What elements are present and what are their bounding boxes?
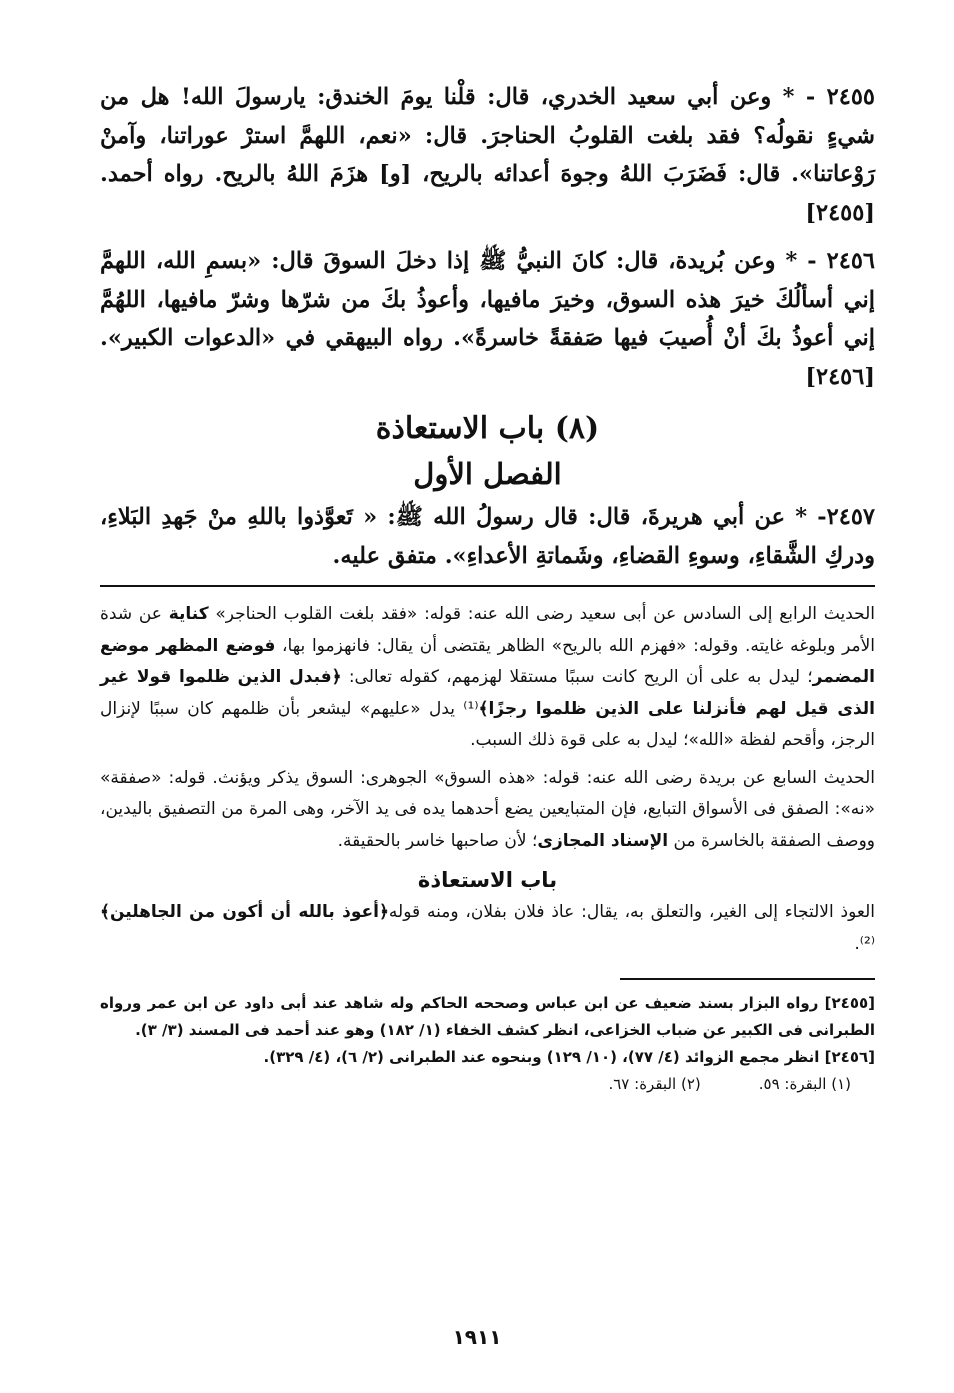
commentary-text: ⁽¹⁾ يدل «عليهم» ليشعر بأن ظلمهم كان سببًا لإنزال الرجز، وأقحم لفظة «الله»؛ ليدل به على قوة ذلك السبب. xyxy=(100,698,875,750)
hadith-2456: ٢٤٥٦ - * وعن بُريدة، قال: كانَ النبيُّ ﷺ إذا دخلَ السوقَ قال: «بسمِ الله، اللهمَّ إني أسألُكَ خيرَ هذه السوق، وخيرَ مافيها، وأعوذُ بكَ من شرّها وشرّ مافيها، اللهُمَّ إني أعوذُ بكَ أنْ أُصيبَ فيها صَفقةً خاسرةً». رواه البيهقي في «الدعوات الكبير». [٢٤٥٦] xyxy=(100,248,875,390)
chapter-title: (٨) باب الاستعاذة xyxy=(375,411,600,446)
commentary-bold: فوضع المظهر موضع المضمر xyxy=(100,635,875,687)
commentary-text: ⁽²⁾. xyxy=(854,933,875,954)
commentary-hadith-6 xyxy=(100,599,875,757)
footnote-divider xyxy=(620,978,875,980)
commentary-divider xyxy=(100,585,875,587)
commentary-bold: ﴿فبدل الذين ظلموا قولا غير الذى قيل لهم فأنزلنا على الذين ظلموا رجزًا﴾ xyxy=(100,667,875,719)
page-content xyxy=(100,78,875,1097)
footnote-ref-1: (١) البقرة: ٥٩. xyxy=(758,1074,851,1093)
commentary-bold: ﴿أعوذ بالله أن أكون من الجاهلين﴾ xyxy=(100,902,389,922)
hadith-2455: ٢٤٥٥ - * وعن أبي سعيد الخدري، قال: قلْنا يومَ الخندق: يارسولَ الله! هل من شيءٍ نقولُه؟ فقد بلغت القلوبُ الحناجرَ. قال: «نعم، اللهمَّ استرْ عوراتنا، وآمنْ رَوْعاتنا». قال: فَضَرَبَ اللهُ وجوهَ أعدائه بالريح، [و] هزَمَ اللهُ بالريح. رواه أحمد. [٢٤٥٥] xyxy=(100,84,875,226)
footnote-ref-2: (٢) البقرة: ٦٧. xyxy=(608,1074,701,1093)
page-number: ١٩١١ xyxy=(452,1325,502,1349)
commentary-heading: باب الاستعاذة xyxy=(417,868,558,892)
section-title: الفصل الأول xyxy=(413,457,562,491)
commentary-text: الحديث السابع عن بريدة رضى الله عنه: قوله: «هذه السوق» الجوهرى: السوق يذكر ويؤنث. قوله: «صفقة» «نه»: الصفق فى الأسواق التبايع، فإن المتبايعين يضع أحدهما يده فى يد الآخر، وهى المرة من التصفيق باليدين، ووصف الصفقة بالخاسرة من xyxy=(100,767,875,851)
commentary-text: العوذ الالتجاء إلى الغير، والتعلق به، يقال: عاذ فلان بفلان، ومنه قوله xyxy=(388,902,875,922)
footnote-2455: [٢٤٥٥] رواه البزار بسند ضعيف عن ابن عباس وصححه الحاكم وله شاهد عند أبى داود عن ابن عمر ورواه الطبرانى فى الكبير عن ضباب الخزاعى، انظر كشف الخفاء (١/ ١٨٢) وهو عند أحمد فى المسند (٣/ ٣). xyxy=(100,993,875,1039)
commentary-text: عن شدة الأمر وبلوغه غايته. وقوله: «فهزم الله بالريح» الظاهر يقتضى أن يقال: فانهزموا بها، xyxy=(100,604,876,656)
commentary-text: ؛ ليدل به على أن الريح كانت سببًا مستقلا لهزمهم، كقوله تعالى: xyxy=(341,667,813,687)
commentary-bold: كناية xyxy=(168,604,209,624)
hadith-2457: ٢٤٥٧- * عن أبي هريرةَ، قال: قال رسولُ الله ﷺ: « تَعوَّذوا باللهِ منْ جَهدِ البَلاءِ، ودركِ الشَّقاءِ، وسوءِ القضاءِ، وشَماتةِ الأعداءِ». متفق عليه. xyxy=(100,504,875,569)
commentary-text: الحديث الرابع إلى السادس عن أبى سعيد رضى الله عنه: قوله: «فقد بلغت القلوب الحناجر» xyxy=(208,604,876,624)
footnote-quran-refs xyxy=(100,1071,875,1097)
commentary-bold: الإسناد المجازى xyxy=(537,830,669,851)
commentary-hadith-7 xyxy=(100,763,875,858)
commentary-isti'adha xyxy=(100,897,875,960)
commentary-text: ؛ لأن صاحبها خاسر بالحقيقة. xyxy=(337,830,538,851)
footnote-2456: [٢٤٥٦] انظر مجمع الزوائد (٤/ ٧٧)، (١٠/ ١٢٩) وبنحوه عند الطبرانى (٢/ ٦)، (٤/ ٣٢٩). xyxy=(263,1047,875,1066)
